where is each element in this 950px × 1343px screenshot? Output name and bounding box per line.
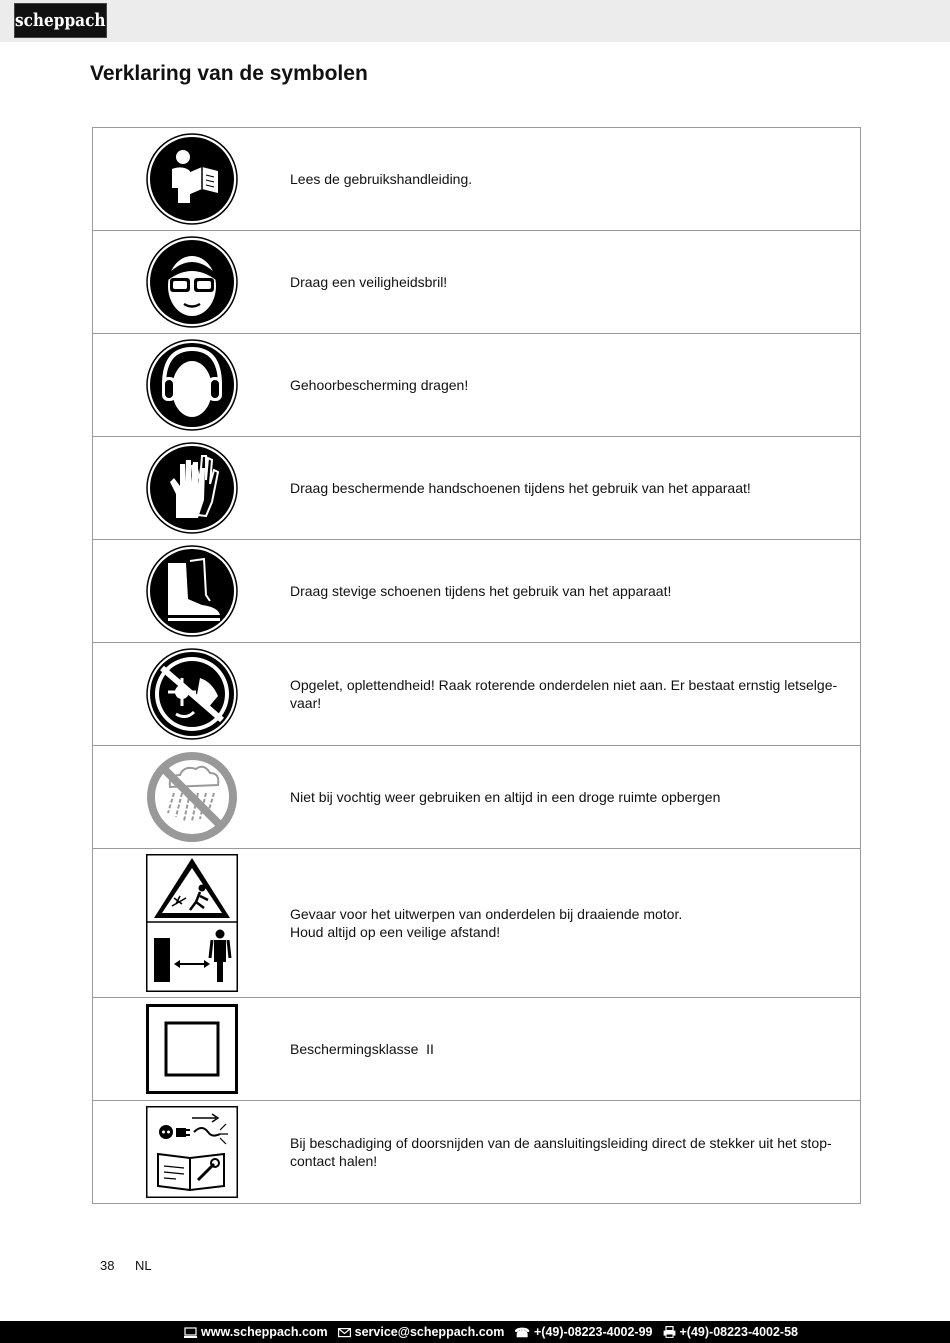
- website-item: [184, 1325, 328, 1339]
- phone-number[interactable]: +(49)-08223-4002-99: [534, 1325, 653, 1339]
- protective-gloves-icon: [146, 442, 238, 534]
- page-language: NL: [135, 1258, 152, 1273]
- row-text: Draag beschermende handschoenen tijdens het gebruik van het apparaat!: [290, 437, 861, 540]
- email-link[interactable]: service@scheppach.com: [354, 1325, 505, 1339]
- read-manual-icon: [146, 133, 238, 225]
- table-row: [93, 540, 861, 643]
- table-row: [93, 437, 861, 540]
- thrown-objects-distance-icon: [146, 854, 238, 992]
- safety-boots-icon: [146, 545, 238, 637]
- row-text: Lees de gebruikshandleiding.: [290, 128, 861, 231]
- table-row: [93, 849, 861, 998]
- row-text: Beschermingsklasse II: [290, 998, 861, 1101]
- row-text: Draag een veiligheidsbril!: [290, 231, 861, 334]
- table-row: [93, 746, 861, 849]
- table-row: [93, 1101, 861, 1204]
- unplug-damaged-cable-icon: [146, 1106, 238, 1198]
- row-text: Draag stevige schoenen tijdens het gebruik van het apparaat!: [290, 540, 861, 643]
- table-row: [93, 643, 861, 746]
- phone-icon: ☎: [514, 1325, 530, 1340]
- row-text: Gehoorbescherming dragen!: [290, 334, 861, 437]
- table-row: [93, 128, 861, 231]
- table-row: [93, 998, 861, 1101]
- row-text-line-2: Houd altijd op een veilige afstand!: [290, 924, 501, 940]
- page-title: Verklaring van de symbolen: [90, 62, 368, 85]
- fax-icon: [663, 1326, 676, 1338]
- table-row: [93, 231, 861, 334]
- email-item: [338, 1325, 505, 1339]
- symbols-table: [92, 127, 861, 1204]
- no-rain-icon: [146, 751, 238, 843]
- scheppach-logo: [14, 3, 107, 38]
- row-text: Bij beschadiging of doorsnijden van de aansluitingsleiding direct de stekker uit het stop-contact halen!: [290, 1101, 861, 1204]
- safety-goggles-icon: [146, 236, 238, 328]
- page-number: 38: [100, 1258, 115, 1273]
- protection-class-ii-icon: [146, 1004, 238, 1094]
- table-row: [93, 334, 861, 437]
- row-text: Opgelet, oplettendheid! Raak roterende onderdelen niet aan. Er bestaat ernstig letselge-vaar!: [290, 643, 861, 746]
- fax-number: +(49)-08223-4002-58: [679, 1325, 798, 1339]
- row-text: Niet bij vochtig weer gebruiken en altijd in een droge ruimte opbergen: [290, 746, 861, 849]
- fax-item: [663, 1325, 799, 1339]
- mail-icon: [338, 1327, 351, 1338]
- contact-footer: [0, 1321, 950, 1343]
- website-link[interactable]: www.scheppach.com: [201, 1325, 328, 1339]
- logo-text: scheppach: [15, 10, 106, 31]
- row-text-line-1: Gevaar voor het uitwerpen van onderdelen bij draaiende motor.: [290, 906, 683, 922]
- ear-protection-icon: [146, 339, 238, 431]
- computer-icon: [184, 1327, 197, 1338]
- rotating-parts-warning-icon: [146, 648, 238, 740]
- phone-item: [514, 1325, 652, 1340]
- top-bar: [0, 0, 950, 42]
